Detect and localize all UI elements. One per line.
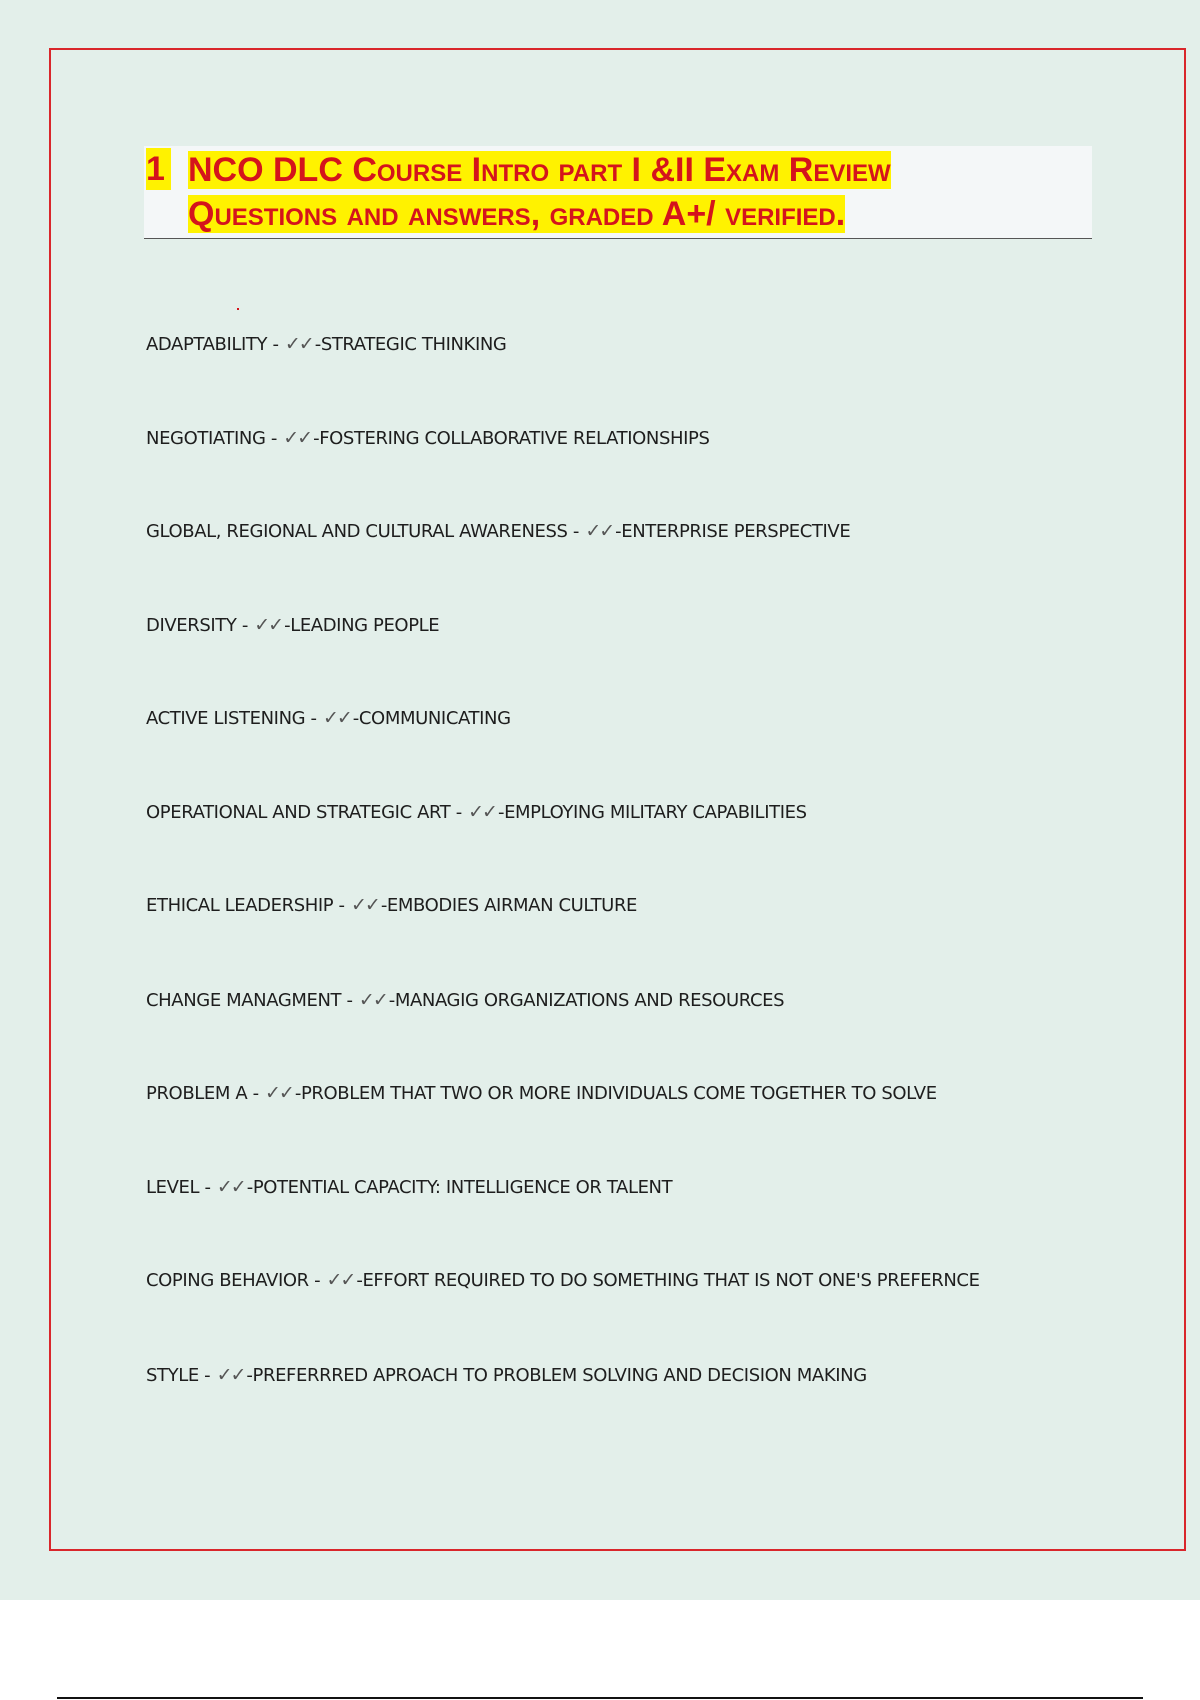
qa-item — [146, 1081, 937, 1106]
qa-definition: -PREFERRRED APROACH TO PROBLEM SOLVING AND DECISION MAKING — [246, 1365, 867, 1386]
double-check-icon: ✓✓ — [326, 1269, 355, 1291]
qa-term: CHANGE MANAGMENT — [146, 990, 342, 1011]
double-check-icon: ✓✓ — [585, 520, 614, 542]
qa-separator: - — [333, 895, 350, 916]
qa-definition: -LEADING PEOPLE — [284, 615, 440, 636]
qa-item — [146, 332, 506, 357]
qa-definition: -POTENTIAL CAPACITY: INTELLIGENCE OR TALENT — [246, 1177, 673, 1198]
qa-separator: - — [236, 615, 254, 636]
qa-term: NEGOTIATING — [146, 428, 266, 449]
double-check-icon: ✓✓ — [284, 333, 313, 355]
qa-separator: - — [199, 1177, 216, 1198]
qa-term: DIVERSITY — [146, 615, 237, 636]
qa-definition: -EMPLOYING MILITARY CAPABILITIES — [497, 802, 807, 823]
qa-item — [146, 613, 439, 638]
qa-item — [146, 988, 784, 1013]
qa-separator: - — [450, 802, 468, 823]
qa-term: ACTIVE LISTENING — [146, 708, 306, 729]
double-check-icon: ✓✓ — [468, 801, 496, 823]
qa-item — [146, 800, 807, 825]
qa-separator: - — [341, 990, 358, 1011]
heading-number: 1 — [146, 148, 171, 190]
qa-item — [146, 1175, 672, 1200]
qa-definition: -PROBLEM THAT TWO OR MORE INDIVIDUALS COME TOGETHER TO SOLVE — [294, 1083, 937, 1104]
qa-item — [146, 1268, 980, 1293]
qa-definition: -STRATEGIC THINKING — [314, 334, 507, 355]
qa-item — [146, 519, 850, 544]
heading-title-line-1: NCO DLC Course Intro part I &II Exam Review — [188, 151, 891, 189]
double-check-icon: ✓✓ — [216, 1364, 245, 1386]
qa-term: ETHICAL LEADERSHIP — [146, 895, 334, 916]
qa-definition: -MANAGIG ORGANIZATIONS AND RESOURCES — [388, 990, 785, 1011]
double-check-icon: ✓✓ — [216, 1176, 245, 1198]
double-check-icon: ✓✓ — [265, 1082, 293, 1104]
double-check-icon: ✓✓ — [350, 894, 379, 916]
qa-term: COPING BEHAVIOR — [146, 1270, 309, 1291]
qa-separator: - — [305, 708, 322, 729]
double-check-icon: ✓✓ — [358, 989, 387, 1011]
qa-separator: - — [308, 1270, 326, 1291]
qa-term: STYLE — [146, 1365, 199, 1386]
qa-definition: -ENTERPRISE PERSPECTIVE — [615, 521, 851, 542]
double-check-icon: ✓✓ — [283, 427, 312, 449]
qa-separator: - — [198, 1365, 216, 1386]
qa-separator: - — [247, 1083, 264, 1104]
qa-item — [146, 706, 511, 731]
qa-item — [146, 893, 637, 918]
qa-item — [146, 426, 710, 451]
qa-term: OPERATIONAL AND STRATEGIC ART — [146, 802, 451, 823]
qa-term: LEVEL — [146, 1177, 200, 1198]
qa-separator: - — [567, 521, 585, 542]
heading-title-line-2: Questions and answers, graded A+/ verified. — [188, 195, 846, 233]
qa-definition: -COMMUNICATING — [352, 708, 511, 729]
qa-term: ADAPTABILITY — [146, 334, 268, 355]
qa-definition: -EMBODIES AIRMAN CULTURE — [380, 895, 638, 916]
footer-rule — [57, 1697, 1143, 1699]
qa-definition: -EFFORT REQUIRED TO DO SOMETHING THAT IS NOT ONE'S PREFERNCE — [356, 1270, 980, 1291]
document-heading — [144, 146, 1092, 239]
qa-item — [146, 1363, 867, 1388]
qa-term: PROBLEM A — [146, 1083, 248, 1104]
double-check-icon: ✓✓ — [322, 707, 351, 729]
qa-term: GLOBAL, REGIONAL AND CULTURAL AWARENESS — [146, 521, 568, 542]
double-check-icon: ✓✓ — [254, 614, 283, 636]
heading-title — [188, 148, 1088, 236]
qa-separator: - — [267, 334, 284, 355]
stray-red-mark — [237, 308, 239, 310]
qa-definition: -FOSTERING COLLABORATIVE RELATIONSHIPS — [313, 428, 710, 449]
qa-separator: - — [265, 428, 283, 449]
